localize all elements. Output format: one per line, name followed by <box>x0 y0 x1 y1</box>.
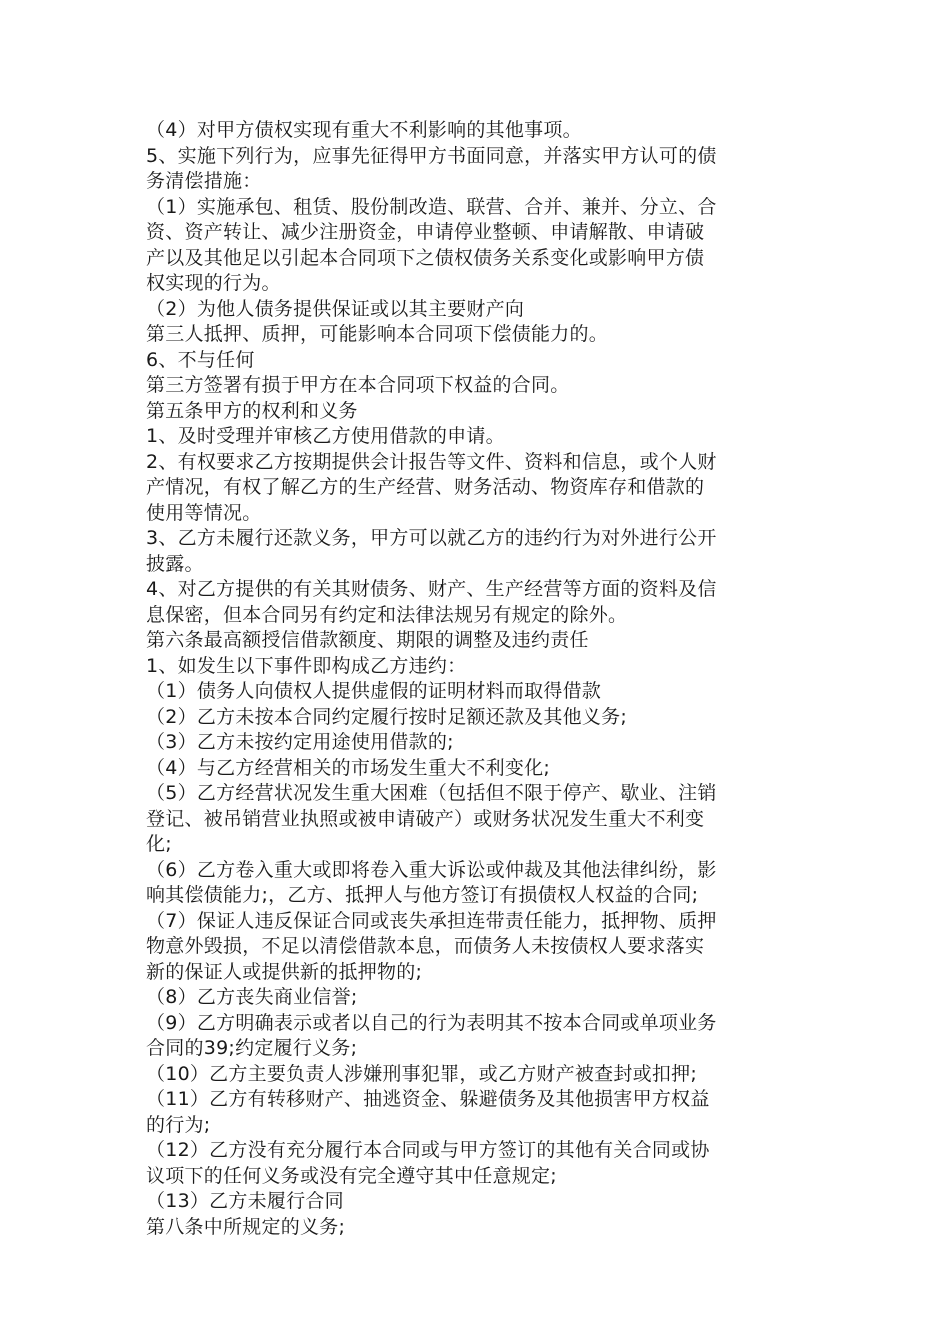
text-line: 新的保证人或提供新的抵押物的; <box>146 960 423 983</box>
document-body <box>146 118 814 1240</box>
text-line: （1）债务人向债权人提供虚假的证明材料而取得借款 <box>146 680 602 702</box>
text-line: 5、实施下列行为，应事先征得甲方书面同意，并落实甲方认可的债 <box>146 144 717 167</box>
text-line: 的行为; <box>146 1113 211 1136</box>
text-line: 第八条中所规定的义务; <box>146 1215 346 1238</box>
text-line: （10）乙方主要负责人涉嫌刑事犯罪，或乙方财产被查封或扣押; <box>146 1062 698 1085</box>
text-line: （2）为他人债务提供保证或以其主要财产向 <box>146 297 525 320</box>
text-line: （9）乙方明确表示或者以自己的行为表明其不按本合同或单项业务 <box>146 1011 717 1034</box>
text-line: 第三人抵押、质押，可能影响本合同项下偿债能力的。 <box>146 323 609 345</box>
text-line: 登记、被吊销营业执照或被申请破产）或财务状况发生重大不利变 <box>146 807 705 830</box>
text-line: 议项下的任何义务或没有完全遵守其中任意规定; <box>146 1164 557 1187</box>
text-line: （11）乙方有转移财产、抽逃资金、躲避债务及其他损害甲方权益 <box>146 1088 710 1110</box>
text-line: （3）乙方未按约定用途使用借款的; <box>146 731 454 753</box>
text-line: 1、及时受理并审核乙方使用借款的申请。 <box>146 425 505 447</box>
text-line: 资、资产转让、减少注册资金，申请停业整顿、申请解散、申请破 <box>146 221 705 243</box>
text-line: 产以及其他足以引起本合同项下之债权债务关系变化或影响甲方债 <box>146 246 705 269</box>
text-line: （7）保证人违反保证合同或丧失承担连带责任能力，抵押物、质押 <box>146 909 717 932</box>
text-line: 合同的39;约定履行义务; <box>146 1037 358 1059</box>
text-line: （13）乙方未履行合同 <box>146 1190 344 1212</box>
text-line: 3、乙方未履行还款义务，甲方可以就乙方的违约行为对外进行公开 <box>146 527 717 549</box>
text-line: 2、有权要求乙方按期提供会计报告等文件、资料和信息，或个人财 <box>146 450 717 473</box>
text-line: 披露。 <box>146 552 204 575</box>
text-line: 产情况，有权了解乙方的生产经营、财务活动、物资库存和借款的 <box>146 476 705 498</box>
text-line: 第三方签署有损于甲方在本合同项下权益的合同。 <box>146 374 570 396</box>
text-line: 务清偿措施： <box>146 170 262 192</box>
text-line: （1）实施承包、租赁、股份制改造、联营、合并、兼并、分立、合 <box>146 195 717 218</box>
text-line: （4）对甲方债权实现有重大不利影响的其他事项。 <box>146 119 582 141</box>
text-line: （5）乙方经营状况发生重大困难（包括但不限于停产、歇业、注销 <box>146 782 717 804</box>
text-line: 1、如发生以下事件即构成乙方违约： <box>146 654 467 677</box>
text-line: 化; <box>146 833 172 855</box>
section-heading: 第六条最高额授信借款额度、期限的调整及违约责任 <box>146 629 589 651</box>
text-line: （8）乙方丧失商业信誉; <box>146 986 358 1008</box>
text-line: 使用等情况。 <box>146 501 262 524</box>
text-line: （4）与乙方经营相关的市场发生重大不利变化; <box>146 756 550 779</box>
text-line: 物意外毁损，不足以清偿借款本息，而债务人未按债权人要求落实 <box>146 935 705 957</box>
text-line: （2）乙方未按本合同约定履行按时足额还款及其他义务; <box>146 705 627 728</box>
text-line: （6）乙方卷入重大或即将卷入重大诉讼或仲裁及其他法律纠纷，影 <box>146 858 717 881</box>
text-line: 4、对乙方提供的有关其财债务、财产、生产经营等方面的资料及信 <box>146 578 717 600</box>
text-line: 息保密，但本合同另有约定和法律法规另有规定的除外。 <box>146 603 628 626</box>
text-line: 6、不与任何 <box>146 348 255 371</box>
text-line: 权实现的行为。 <box>146 272 281 294</box>
text-line: （12）乙方没有充分履行本合同或与甲方签订的其他有关合同或协 <box>146 1139 710 1161</box>
text-line: 响其偿债能力;，乙方、抵押人与他方签订有损债权人权益的合同; <box>146 884 699 906</box>
section-heading: 第五条甲方的权利和义务 <box>146 399 358 422</box>
